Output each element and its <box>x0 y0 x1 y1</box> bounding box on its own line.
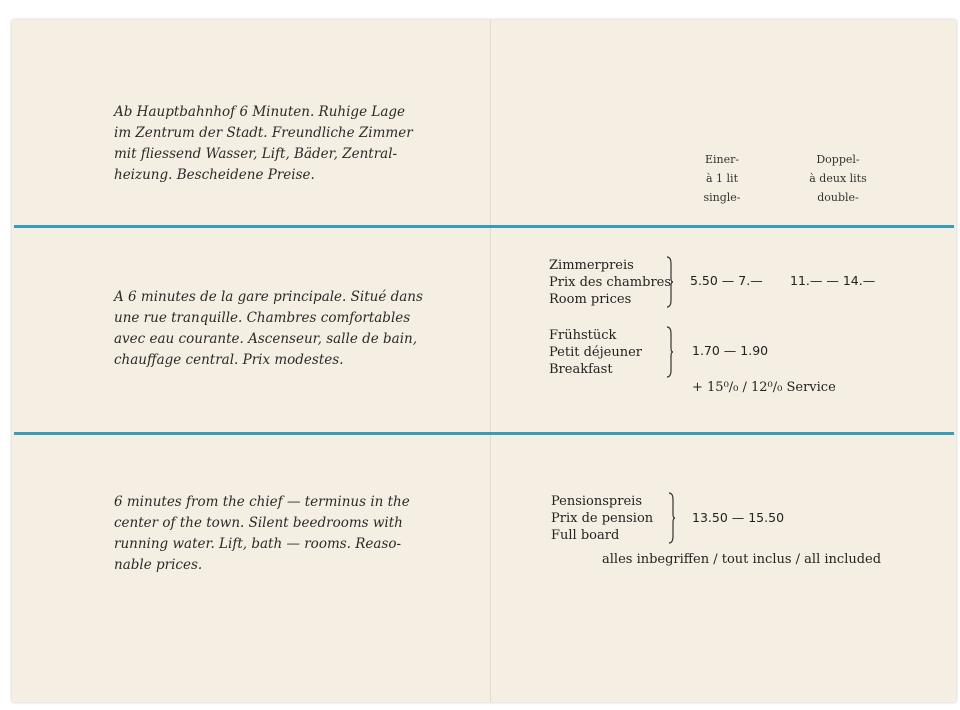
french-line: avec eau courante. Ascenseur, salle de bain, <box>114 331 418 347</box>
french-line: chauffage central. Prix modestes. <box>114 352 344 368</box>
breakfast-bracket <box>666 326 672 378</box>
label-line: Room prices <box>549 292 632 307</box>
french-line: une rue tranquille. Chambres comfortables <box>114 310 411 326</box>
board-labels <box>551 493 653 544</box>
header-line: single- <box>703 191 741 204</box>
english-line: running water. Lift, bath — rooms. Reaso- <box>114 536 402 552</box>
breakfast-labels <box>549 327 642 378</box>
board-price: 13.50 — 15.50 <box>692 510 785 525</box>
single-room-header <box>690 150 754 207</box>
french-description <box>114 287 423 371</box>
german-line: mit fliessend Wasser, Lift, Bäder, Zentral- <box>114 146 398 162</box>
service-charge: + 15⁰/₀ / 12⁰/₀ Service <box>692 380 836 395</box>
label-line: Pensionspreis <box>551 494 642 509</box>
label-line: Prix des chambres <box>549 275 672 290</box>
label-line: Frühstück <box>549 328 617 343</box>
french-line: A 6 minutes de la gare principale. Situé dans <box>114 289 423 305</box>
german-description <box>114 102 414 186</box>
double-room-header <box>800 150 876 207</box>
divider-rule-top <box>14 225 954 228</box>
board-bracket <box>668 492 674 544</box>
header-line: Doppel- <box>816 153 860 166</box>
label-line: Full board <box>551 528 620 543</box>
header-line: à deux lits <box>809 172 867 185</box>
german-line: Ab Hauptbahnhof 6 Minuten. Ruhige Lage <box>114 104 405 120</box>
divider-rule-bottom <box>14 432 954 435</box>
room-price-labels <box>549 257 671 308</box>
english-line: nable prices. <box>114 557 203 573</box>
room-price-bracket <box>666 256 672 308</box>
header-line: à 1 lit <box>705 172 738 185</box>
fold-line <box>490 20 491 702</box>
german-line: heizung. Bescheidene Preise. <box>114 167 315 183</box>
room-price-double: 11.— — 14.— <box>790 273 876 288</box>
label-line: Breakfast <box>549 362 613 377</box>
header-line: double- <box>817 191 859 204</box>
english-line: center of the town. Silent beedrooms with <box>114 515 403 531</box>
room-price-single: 5.50 — 7.— <box>690 273 763 288</box>
german-line: im Zentrum der Stadt. Freundliche Zimmer <box>114 125 413 141</box>
label-line: Prix de pension <box>551 511 654 526</box>
english-description <box>114 492 414 576</box>
english-line: 6 minutes from the chief — terminus in the <box>114 494 410 510</box>
breakfast-price: 1.70 — 1.90 <box>692 343 769 358</box>
label-line: Zimmerpreis <box>549 258 634 273</box>
inclusive-note: alles inbegriffen / tout inclus / all included <box>602 552 882 567</box>
label-line: Petit déjeuner <box>549 345 642 360</box>
header-line: Einer- <box>704 153 740 166</box>
